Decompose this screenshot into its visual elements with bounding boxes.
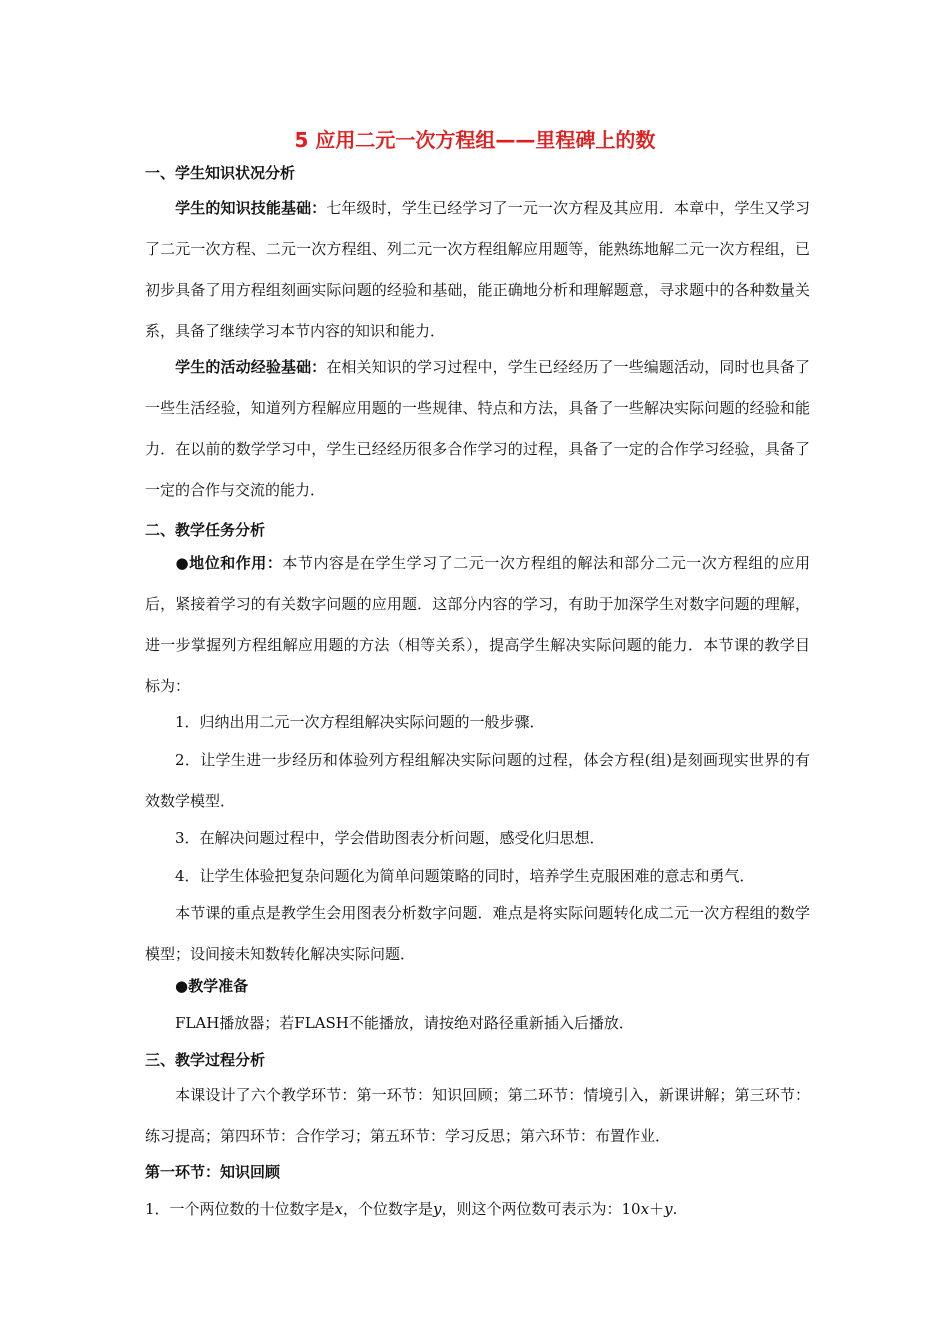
paragraph-role	[145, 543, 810, 707]
section-2-heading: 二、教学任务分析	[145, 521, 266, 539]
goal-4	[145, 856, 810, 897]
page-title: 5 应用二元一次方程组——里程碑上的数	[294, 128, 656, 152]
paragraph-process	[145, 1075, 810, 1157]
q1-part-c: ，则这个两位数可表示为：10	[441, 1200, 641, 1218]
key-points-text: 本节课的重点是教学生会用图表分析数字问题．难点是将实际问题转化成二元一次方程组的数学模型；设间接未知数转化解决实际问题．	[145, 904, 810, 963]
q1-plus: ＋	[649, 1200, 665, 1218]
step-1-heading: 第一环节：知识回顾	[145, 1163, 281, 1181]
activity-basis-label: 学生的活动经验基础：	[175, 358, 327, 376]
q1-part-a: 1．一个两位数的十位数字是	[145, 1200, 335, 1218]
prep-text: FLAH播放器；若FLASH不能播放，请按绝对路径重新插入后播放．	[175, 1014, 634, 1032]
goal-2-text: 2．让学生进一步经历和体验列方程组解决实际问题的过程，体会方程(组)是刻画现实世界的有效数学模型．	[145, 751, 810, 810]
role-label: ●地位和作用：	[175, 554, 283, 572]
goal-3-text: 3．在解决问题过程中，学会借助图表分析问题，感受化归思想．	[175, 829, 605, 847]
q1-part-b: ，个位数字是	[343, 1200, 434, 1218]
role-text: 本节内容是在学生学习了二元一次方程组的解法和部分二元一次方程组的应用后，紧接着学习的有关数字问题的应用题．这部分内容的学习，有助于加深学生对数字问题的理解，进一步掌握列方程组解应用题的方法（相等关系），提高学生解决实际问题的能力．本节课的教学目标为：	[145, 554, 810, 695]
knowledge-basis-text: 七年级时，学生已经学习了一元一次方程及其应用．本章中，学生又学习了二元一次方程、二元一次方程组、列二元一次方程组解应用题等，能熟练地解二元一次方程组，已初步具备了用方程组刻画实际问题的经验和基础，能正确地分析和理解题意，寻求题中的各种数量关系，具备了继续学习本节内容的知识和能力．	[145, 199, 810, 340]
question-1	[145, 1198, 677, 1219]
paragraph-activity-basis	[145, 347, 810, 511]
section-3-heading: 三、教学过程分析	[145, 1051, 266, 1069]
process-text: 本课设计了六个教学环节：第一环节：知识回顾；第二环节：情境引入，新课讲解；第三环节：练习提高；第四环节：合作学习；第五环节：学习反思；第六环节：布置作业．	[145, 1086, 810, 1145]
goal-4-text: 4．让学生体验把复杂问题化为简单问题策略的同时，培养学生克服困难的意志和勇气．	[175, 867, 755, 885]
q1-var-x: x	[334, 1200, 344, 1218]
q1-expr-x: x	[640, 1200, 650, 1218]
prep-label: ●教学准备	[175, 977, 249, 995]
section-1-heading: 一、学生知识状况分析	[145, 164, 296, 182]
q1-expr-y: y	[664, 1200, 673, 1218]
goal-3	[145, 818, 810, 859]
q1-period: .	[672, 1200, 678, 1218]
paragraph-knowledge-basis	[145, 188, 810, 352]
paragraph-key-points	[145, 893, 810, 975]
goal-2	[145, 740, 810, 822]
knowledge-basis-label: 学生的知识技能基础：	[175, 199, 327, 217]
activity-basis-text: 在相关知识的学习过程中，学生已经经历了一些编题活动，同时也具备了一些生活经验，知道列方程解应用题的一些规律、特点和方法，具备了一些解决实际问题的经验和能力．在以前的数学学习中，学生已经经历很多合作学习的过程，具备了一定的合作学习经验，具备了一定的合作与交流的能力．	[145, 358, 810, 499]
goal-1-text: 1．归纳出用二元一次方程组解决实际问题的一般步骤．	[175, 713, 545, 731]
prep-paragraph	[145, 1003, 810, 1044]
q1-var-y: y	[433, 1200, 442, 1218]
prep-heading	[145, 966, 810, 1007]
goal-1	[145, 702, 810, 743]
